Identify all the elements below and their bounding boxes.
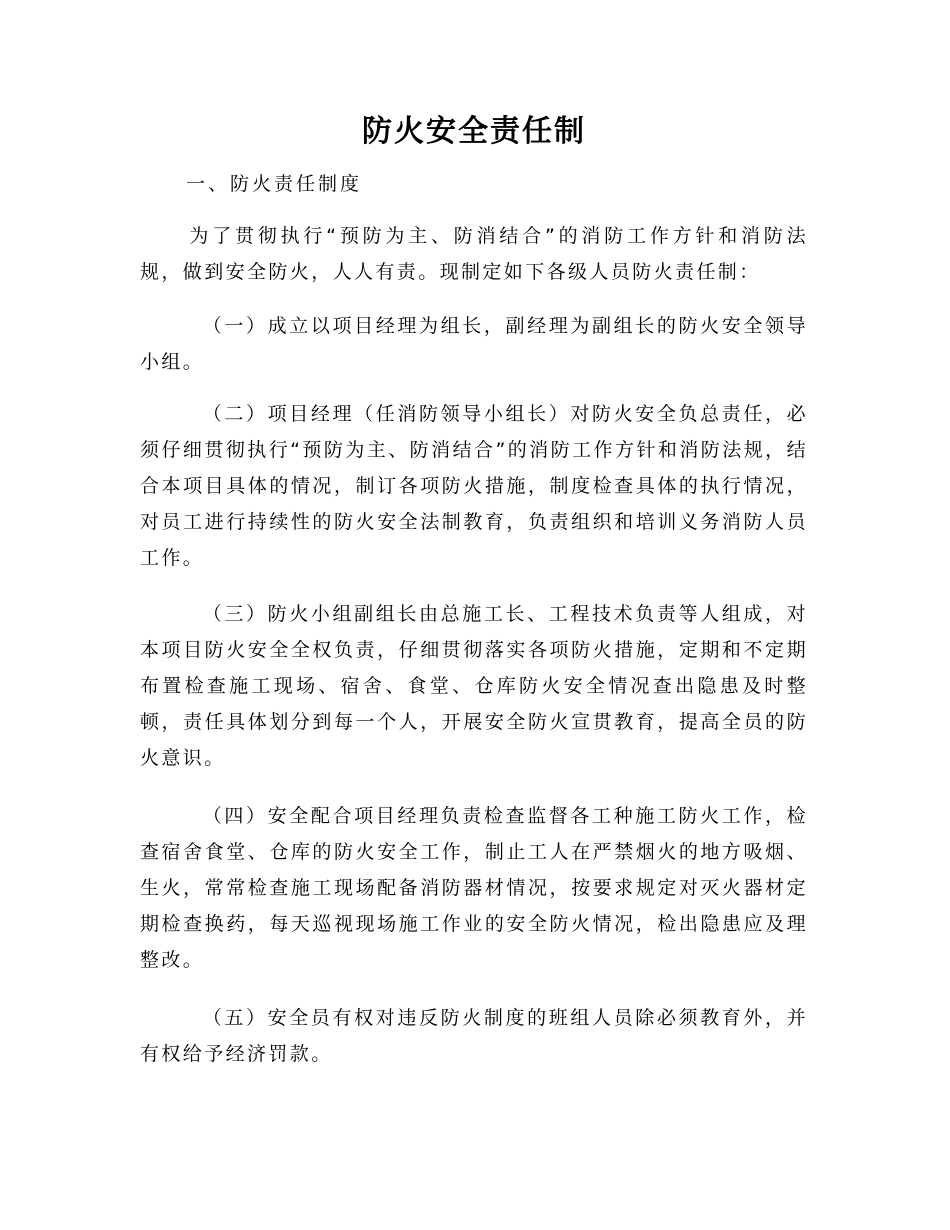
section-heading: 一、防火责任制度 (186, 173, 363, 195)
document-title: 防火安全责任制 (362, 114, 586, 149)
intro-paragraph: 为了贯彻执行“预防为主、防消结合”的消防工作方针和消防法规，做到安全防火，人人有责。现制定如下各级人员防火责任制： (140, 225, 808, 283)
paragraph-3: （三）防火小组副组长由总施工长、工程技术负责等人组成，对本项目防火安全全权负责，仔细贯彻落实各项防火措施，定期和不定期布置检查施工现场、宿舍、食堂、仓库防火安全情况查出隐患及时整顿，责任具体划分到每一个人，开展安全防火宣贯教育，提高全员的防火意识。 (140, 603, 808, 769)
paragraph-1: （一）成立以项目经理为组长，副经理为副组长的防火安全领导小组。 (140, 315, 808, 373)
paragraph-4: （四）安全配合项目经理负责检查监督各工种施工防火工作，检查宿舍食堂、仓库的防火安全工作，制止工人在严禁烟火的地方吸烟、生火，常常检查施工现场配备消防器材情况，按要求规定对灭火器材定期检查换药，每天巡视现场施工作业的安全防火情况，检出隐患应及理整改。 (140, 805, 808, 971)
document-page (140, 0, 808, 1230)
paragraph-5: （五）安全员有权对违反防火制度的班组人员除必须教育外，并有权给予经济罚款。 (140, 1007, 808, 1065)
paragraph-2: （二）项目经理（任消防领导小组长）对防火安全负总责任，必须仔细贯彻执行“预防为主、防消结合”的消防工作方针和消防法规，结合本项目具体的情况，制订各项防火措施，制度检查具体的执行情况，对员工进行持续性的防火安全法制教育，负责组织和培训义务消防人员工作。 (140, 403, 808, 569)
